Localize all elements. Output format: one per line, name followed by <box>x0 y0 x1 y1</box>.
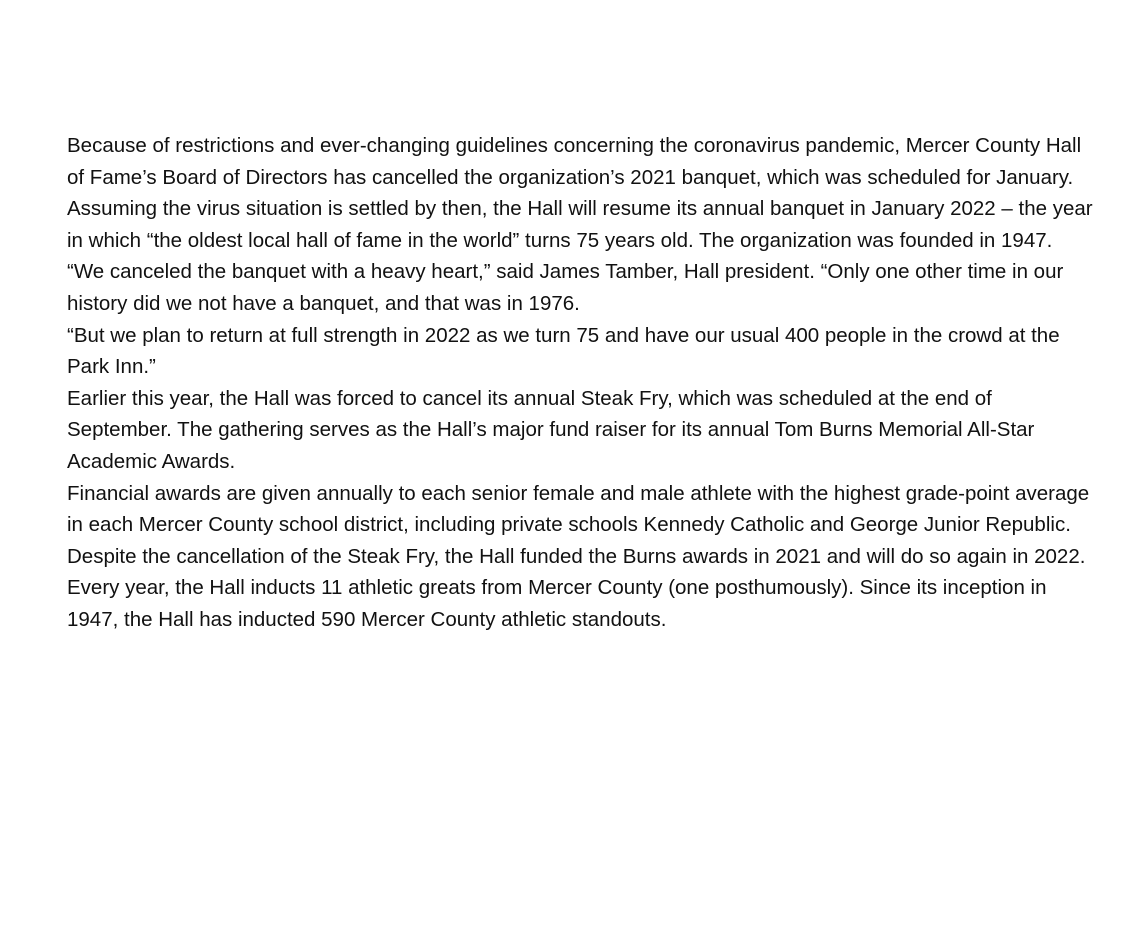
paragraph-banquet-cancelled: Because of restrictions and ever-changing guidelines concerning the coronavirus pandemic, Mercer County Hall of Fame’s Board of Directors has cancelled the organization’s 2021 banquet, which was scheduled for January. <box>67 134 1082 189</box>
paragraph-steak-fry: Earlier this year, the Hall was forced to cancel its annual Steak Fry, which was scheduled at the end of September. The gathering serves as the Hall’s major fund raiser for its annual Tom Burns Memorial All-Star Academic Awards. <box>67 386 1035 473</box>
paragraph-burns-awards-funded: Despite the cancellation of the Steak Fry, the Hall funded the Burns awards in 2021 and will do so again in 2022. <box>67 544 1086 568</box>
paragraph-return-quote: “But we plan to return at full strength in 2022 as we turn 75 and have our usual 400 people in the crowd at the Park Inn.” <box>67 323 1060 379</box>
paragraph-financial-awards: Financial awards are given annually to each senior female and male athlete with the highest grade-point average in each Mercer County school district, including private schools Kennedy Catholic and George Junior Republic. <box>67 481 1090 537</box>
article-body <box>67 130 1097 636</box>
paragraph-president-quote: “We canceled the banquet with a heavy heart,” said James Tamber, Hall president. “Only one other time in our history did we not have a banquet, and that was in 1976. <box>67 260 1064 315</box>
paragraph-banquet-resume: Assuming the virus situation is settled by then, the Hall will resume its annual banquet in January 2022 – the year in which “the oldest local hall of fame in the world” turns 75 years old. The organization was founded in 1947. <box>67 197 1093 252</box>
paragraph-inductees: Every year, the Hall inducts 11 athletic greats from Mercer County (one posthumously). Since its inception in 1947, the Hall has inducted 590 Mercer County athletic standouts. <box>67 576 1047 631</box>
